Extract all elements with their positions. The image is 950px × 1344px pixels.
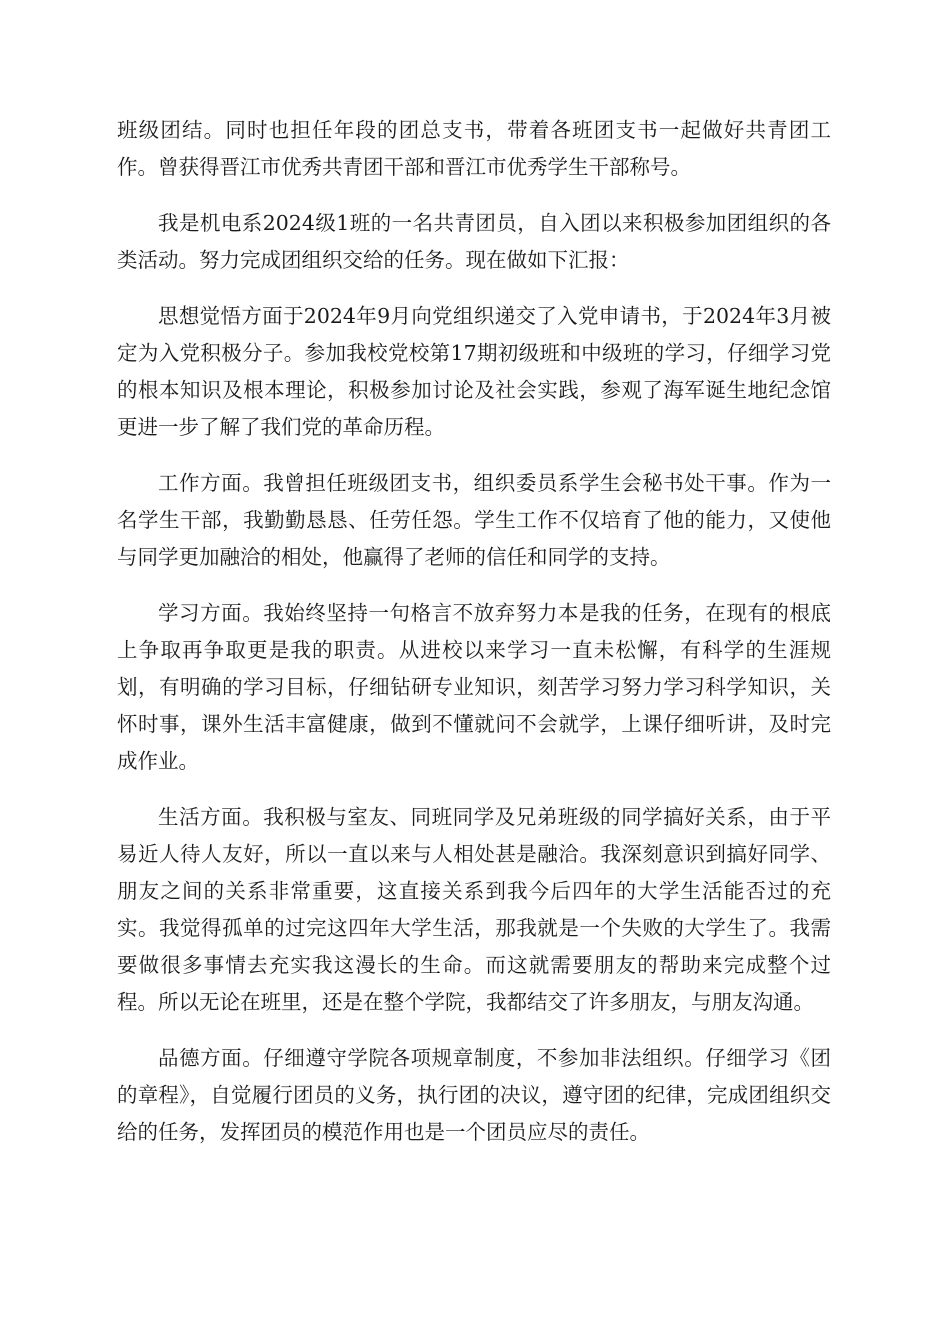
- document-page: [117, 112, 831, 1170]
- paragraph-work: 工作方面。我曾担任班级团支书，组织委员系学生会秘书处干事。作为一名学生干部，我勤勤恳恳、任劳任怨。学生工作不仅培育了他的能力，又使他与同学更加融洽的相处，他赢得了老师的信任和同学的支持。: [117, 471, 831, 569]
- paragraph-life: 生活方面。我积极与室友、同班同学及兄弟班级的同学搞好关系，由于平易近人待人友好，所以一直以来与人相处甚是融洽。我深刻意识到搞好同学、朋友之间的关系非常重要，这直接关系到我今后四年的大学生活能否过的充实。我觉得孤单的过完这四年大学生活，那我就是一个失败的大学生了。我需要做很多事情去充实我这漫长的生命。而这就需要朋友的帮助来完成整个过程。所以无论在班里，还是在整个学院，我都结交了许多朋友，与朋友沟通。: [117, 805, 831, 1014]
- paragraph-morality: 品德方面。仔细遵守学院各项规章制度，不参加非法组织。仔细学习《团的章程》，自觉履行团员的义务，执行团的决议，遵守团的纪律，完成团组织交给的任务，发挥团员的模范作用也是一个团员应尽的责任。: [117, 1046, 831, 1144]
- paragraph-continuation: 班级团结。同时也担任年段的团总支书，带着各班团支书一起做好共青团工作。曾获得晋江市优秀共青团干部和晋江市优秀学生干部称号。: [117, 118, 831, 179]
- paragraph-study: 学习方面。我始终坚持一句格言不放弃努力本是我的任务，在现有的根底上争取再争取更是我的职责。从进校以来学习一直未松懈，有科学的生涯规划，有明确的学习目标，仔细钻研专业知识，刻苦学习努力学习科学知识，关怀时事，课外生活丰富健康，做到不懂就问不会就学，上课仔细听讲，及时完成作业。: [117, 601, 831, 773]
- paragraph-ideology: 思想觉悟方面于2024年9月向党组织递交了入党申请书，于2024年3月被定为入党积极分子。参加我校党校第17期初级班和中级班的学习，仔细学习党的根本知识及根本理论，积极参加讨论及社会实践，参观了海军诞生地纪念馆更进一步了解了我们党的革命历程。: [117, 304, 831, 439]
- paragraph-introduction: 我是机电系2024级1班的一名共青团员，自入团以来积极参加团组织的各类活动。努力完成团组织交给的任务。现在做如下汇报：: [117, 211, 831, 272]
